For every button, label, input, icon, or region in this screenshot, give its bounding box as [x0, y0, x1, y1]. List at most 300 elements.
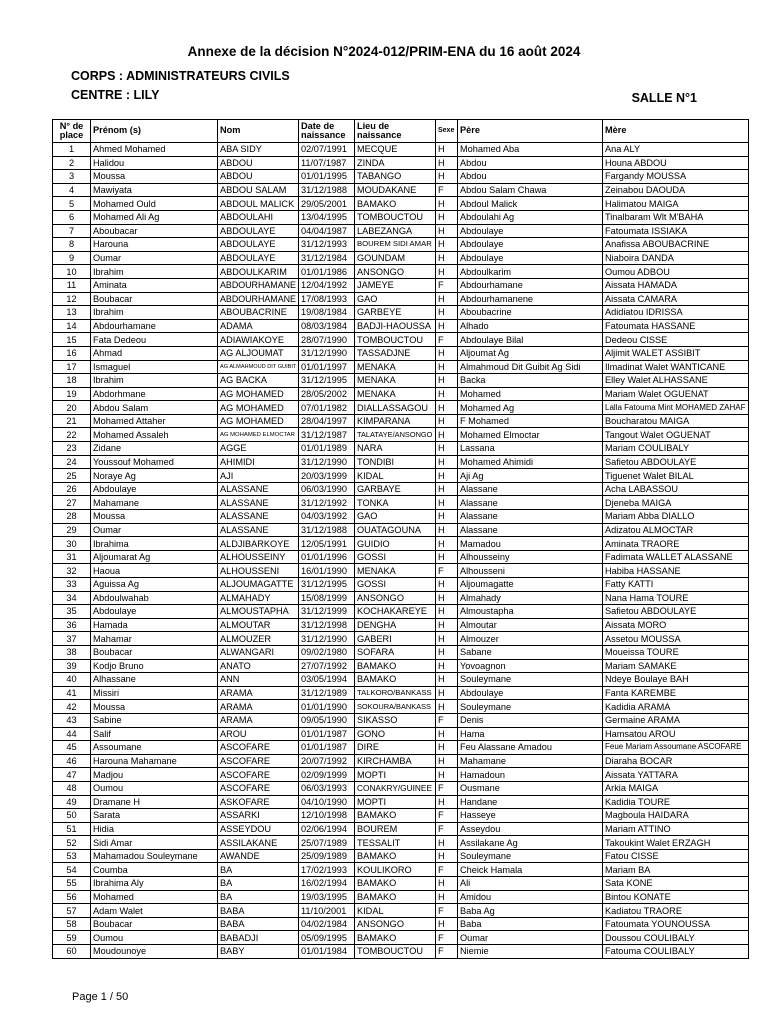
- cell-date-naissance: 04/04/1987: [299, 224, 355, 238]
- table-row: [53, 659, 749, 673]
- cell-sexe: H: [436, 768, 458, 782]
- cell-nom: BABA: [218, 904, 299, 918]
- cell-date-naissance: 17/02/1993: [299, 863, 355, 877]
- cell-prenom: Mohamed Ould: [91, 197, 218, 211]
- cell-lieu-naissance: BAMAKO: [355, 659, 436, 673]
- cell-nom: ALMOUZER: [218, 632, 299, 646]
- cell-mere: Niaboira DANDA: [603, 251, 749, 265]
- cell-lieu-naissance: BAMAKO: [355, 197, 436, 211]
- cell-lieu-naissance: ZINDA: [355, 156, 436, 170]
- cell-lieu-naissance: ANSONGO: [355, 591, 436, 605]
- cell-sexe: H: [436, 659, 458, 673]
- cell-pere: Hama: [458, 727, 603, 741]
- cell-prenom: Abdoulaye: [91, 482, 218, 496]
- cell-lieu-naissance: SOFARA: [355, 645, 436, 659]
- cell-date-naissance: 02/07/1991: [299, 143, 355, 157]
- cell-mere: Safietou ABDOULAYE: [603, 455, 749, 469]
- cell-mere: Fargandy MOUSSA: [603, 170, 749, 184]
- page-number: Page 1 / 50: [72, 991, 129, 1003]
- cell-date-naissance: 15/08/1999: [299, 591, 355, 605]
- cell-nom: ALASSANE: [218, 523, 299, 537]
- cell-pere: Almoustapha: [458, 605, 603, 619]
- cell-prenom: Abdourhamane: [91, 319, 218, 333]
- cell-pere: Denis: [458, 713, 603, 727]
- cell-place: 26: [53, 482, 91, 496]
- cell-date-naissance: 06/03/1990: [299, 482, 355, 496]
- table-row: [53, 238, 749, 252]
- cell-lieu-naissance: CONAKRY/GUINEE: [355, 781, 436, 795]
- cell-date-naissance: 12/04/1992: [299, 278, 355, 292]
- cell-place: 31: [53, 550, 91, 564]
- cell-prenom: Halidou: [91, 156, 218, 170]
- table-row: [53, 387, 749, 401]
- cell-prenom: Ibrahim: [91, 306, 218, 320]
- cell-prenom: Mawiyata: [91, 183, 218, 197]
- table-row: [53, 727, 749, 741]
- table-row: [53, 401, 749, 415]
- table-body: [53, 143, 749, 959]
- cell-lieu-naissance: MENAKA: [355, 360, 436, 374]
- cell-pere: Abdou Salam Chawa: [458, 183, 603, 197]
- cell-sexe: H: [436, 170, 458, 184]
- cell-lieu-naissance: TONKA: [355, 496, 436, 510]
- table-row: [53, 700, 749, 714]
- cell-mere: Anafissa ABOUBACRINE: [603, 238, 749, 252]
- cell-date-naissance: 04/02/1984: [299, 917, 355, 931]
- table-row: [53, 754, 749, 768]
- cell-lieu-naissance: BADJI-HAOUSSA: [355, 319, 436, 333]
- cell-prenom: Mahamane: [91, 496, 218, 510]
- cell-pere: Mohamed Ag: [458, 401, 603, 415]
- cell-sexe: H: [436, 306, 458, 320]
- cell-pere: Alassane: [458, 496, 603, 510]
- cell-lieu-naissance: TALKORO/BANKASS: [355, 686, 436, 700]
- cell-nom: AG MOHAMED: [218, 401, 299, 415]
- cell-sexe: H: [436, 292, 458, 306]
- cell-lieu-naissance: JAMEYE: [355, 278, 436, 292]
- cell-mere: Arkia MAIGA: [603, 781, 749, 795]
- cell-prenom: Moussa: [91, 700, 218, 714]
- cell-lieu-naissance: BAMAKO: [355, 890, 436, 904]
- col-header-date: Date de naissance: [299, 120, 355, 143]
- cell-pere: Alhousseni: [458, 564, 603, 578]
- cell-pere: Ousmane: [458, 781, 603, 795]
- cell-mere: Assetou MOUSSA: [603, 632, 749, 646]
- cell-date-naissance: 31/12/1990: [299, 346, 355, 360]
- cell-place: 23: [53, 442, 91, 456]
- table-row: [53, 496, 749, 510]
- cell-date-naissance: 31/12/1984: [299, 251, 355, 265]
- table-row: [53, 741, 749, 755]
- cell-prenom: Noraye Ag: [91, 469, 218, 483]
- cell-place: 10: [53, 265, 91, 279]
- cell-pere: Mohamed: [458, 387, 603, 401]
- cell-date-naissance: 06/03/1993: [299, 781, 355, 795]
- cell-date-naissance: 01/01/1995: [299, 170, 355, 184]
- cell-date-naissance: 31/12/1999: [299, 605, 355, 619]
- cell-sexe: H: [436, 591, 458, 605]
- cell-lieu-naissance: MECQUE: [355, 143, 436, 157]
- cell-mere: Kadidia TOURE: [603, 795, 749, 809]
- cell-pere: Niemie: [458, 945, 603, 959]
- cell-place: 13: [53, 306, 91, 320]
- cell-pere: Alassane: [458, 510, 603, 524]
- col-header-sexe: Sexe: [436, 120, 458, 143]
- cell-prenom: Dramane H: [91, 795, 218, 809]
- cell-prenom: Ibrahim: [91, 265, 218, 279]
- cell-date-naissance: 19/08/1984: [299, 306, 355, 320]
- cell-prenom: Ibrahima Aly: [91, 877, 218, 891]
- cell-prenom: Kodjo Bruno: [91, 659, 218, 673]
- cell-pere: Hamadoun: [458, 768, 603, 782]
- cell-prenom: Fata Dedeou: [91, 333, 218, 347]
- cell-place: 24: [53, 455, 91, 469]
- cell-date-naissance: 25/09/1989: [299, 849, 355, 863]
- cell-pere: Handane: [458, 795, 603, 809]
- cell-prenom: Madjou: [91, 768, 218, 782]
- table-row: [53, 428, 749, 442]
- cell-mere: Ndeye Boulaye BAH: [603, 673, 749, 687]
- cell-prenom: Ahmed Mohamed: [91, 143, 218, 157]
- cell-sexe: H: [436, 346, 458, 360]
- cell-place: 11: [53, 278, 91, 292]
- cell-date-naissance: 20/07/1992: [299, 754, 355, 768]
- cell-pere: Mohamed Ahimidi: [458, 455, 603, 469]
- cell-place: 30: [53, 537, 91, 551]
- cell-place: 32: [53, 564, 91, 578]
- table-row: [53, 292, 749, 306]
- cell-pere: Aboubacrine: [458, 306, 603, 320]
- cell-prenom: Harouna Mahamane: [91, 754, 218, 768]
- cell-lieu-naissance: MOUDAKANE: [355, 183, 436, 197]
- cell-pere: Abdoulkarim: [458, 265, 603, 279]
- cell-date-naissance: 02/06/1994: [299, 822, 355, 836]
- cell-place: 16: [53, 346, 91, 360]
- cell-sexe: H: [436, 605, 458, 619]
- cell-date-naissance: 31/12/1990: [299, 455, 355, 469]
- cell-mere: Fatoumata HASSANE: [603, 319, 749, 333]
- cell-nom: ALASSANE: [218, 510, 299, 524]
- cell-date-naissance: 04/10/1990: [299, 795, 355, 809]
- cell-lieu-naissance: ANSONGO: [355, 265, 436, 279]
- cell-mere: Diaraha BOCAR: [603, 754, 749, 768]
- cell-place: 14: [53, 319, 91, 333]
- cell-lieu-naissance: GARBAYE: [355, 482, 436, 496]
- cell-pere: Abdourhamane: [458, 278, 603, 292]
- cell-lieu-naissance: KIRCHAMBA: [355, 754, 436, 768]
- cell-prenom: Boubacar: [91, 917, 218, 931]
- table-row: [53, 931, 749, 945]
- cell-mere: Aissata YATTARA: [603, 768, 749, 782]
- cell-pere: Alhousseiny: [458, 550, 603, 564]
- table-row: [53, 550, 749, 564]
- cell-mere: Fadimata WALLET ALASSANE: [603, 550, 749, 564]
- cell-date-naissance: 29/05/2001: [299, 197, 355, 211]
- cell-mere: Aminata TRAORE: [603, 537, 749, 551]
- cell-prenom: Moussa: [91, 510, 218, 524]
- cell-nom: AG BACKA: [218, 374, 299, 388]
- cell-date-naissance: 13/04/1995: [299, 210, 355, 224]
- table-row: [53, 836, 749, 850]
- cell-nom: ASSEYDOU: [218, 822, 299, 836]
- cell-place: 51: [53, 822, 91, 836]
- cell-prenom: Zidane: [91, 442, 218, 456]
- cell-place: 34: [53, 591, 91, 605]
- cell-nom: ABDOULAYE: [218, 224, 299, 238]
- cell-nom: ABDOUL MALICK: [218, 197, 299, 211]
- cell-sexe: F: [436, 945, 458, 959]
- cell-date-naissance: 07/01/1982: [299, 401, 355, 415]
- cell-sexe: H: [436, 387, 458, 401]
- cell-mere: Doussou COULIBALY: [603, 931, 749, 945]
- cell-nom: ARAMA: [218, 713, 299, 727]
- table-row: [53, 591, 749, 605]
- candidates-table: [52, 119, 749, 959]
- cell-mere: Aljimit WALET ASSIBIT: [603, 346, 749, 360]
- cell-place: 40: [53, 673, 91, 687]
- table-row: [53, 414, 749, 428]
- cell-place: 59: [53, 931, 91, 945]
- cell-place: 41: [53, 686, 91, 700]
- cell-sexe: H: [436, 469, 458, 483]
- cell-nom: BA: [218, 863, 299, 877]
- cell-place: 19: [53, 387, 91, 401]
- cell-sexe: F: [436, 713, 458, 727]
- cell-mere: Tangout Walet OGUENAT: [603, 428, 749, 442]
- cell-pere: Aljoumagatte: [458, 578, 603, 592]
- cell-place: 38: [53, 645, 91, 659]
- table-row: [53, 306, 749, 320]
- cell-pere: Backa: [458, 374, 603, 388]
- cell-date-naissance: 04/03/1992: [299, 510, 355, 524]
- cell-date-naissance: 27/07/1992: [299, 659, 355, 673]
- cell-sexe: H: [436, 727, 458, 741]
- table-row: [53, 469, 749, 483]
- cell-place: 27: [53, 496, 91, 510]
- cell-pere: Yovoagnon: [458, 659, 603, 673]
- cell-place: 46: [53, 754, 91, 768]
- col-header-prenom: Prénom (s): [91, 120, 218, 143]
- corps-heading: CORPS : ADMINISTRATEURS CIVILS: [71, 69, 290, 83]
- cell-prenom: Abdoulaye: [91, 605, 218, 619]
- cell-pere: Abdou: [458, 156, 603, 170]
- cell-prenom: Ibrahima: [91, 537, 218, 551]
- table-row: [53, 795, 749, 809]
- cell-sexe: H: [436, 210, 458, 224]
- cell-place: 55: [53, 877, 91, 891]
- cell-place: 20: [53, 401, 91, 415]
- cell-prenom: Mahamadou Souleymane: [91, 849, 218, 863]
- cell-date-naissance: 31/12/1988: [299, 183, 355, 197]
- cell-mere: Tinalbaram Wlt M'BAHA: [603, 210, 749, 224]
- cell-lieu-naissance: KIDAL: [355, 469, 436, 483]
- cell-lieu-naissance: GUIDIO: [355, 537, 436, 551]
- cell-date-naissance: 28/07/1990: [299, 333, 355, 347]
- cell-pere: Asseydou: [458, 822, 603, 836]
- cell-nom: ARAMA: [218, 700, 299, 714]
- cell-sexe: H: [436, 455, 458, 469]
- cell-nom: ASKOFARE: [218, 795, 299, 809]
- cell-prenom: Oumar: [91, 523, 218, 537]
- cell-nom: BA: [218, 890, 299, 904]
- cell-sexe: H: [436, 618, 458, 632]
- cell-nom: AROU: [218, 727, 299, 741]
- cell-pere: Souleymane: [458, 673, 603, 687]
- cell-pere: Aji Ag: [458, 469, 603, 483]
- cell-sexe: H: [436, 143, 458, 157]
- cell-sexe: H: [436, 428, 458, 442]
- cell-mere: Acha LABASSOU: [603, 482, 749, 496]
- cell-date-naissance: 31/12/1989: [299, 686, 355, 700]
- cell-lieu-naissance: BAMAKO: [355, 673, 436, 687]
- table-row: [53, 346, 749, 360]
- cell-nom: ADIAWIAKOYE: [218, 333, 299, 347]
- cell-mere: Fatou CISSE: [603, 849, 749, 863]
- cell-lieu-naissance: KOULIKORO: [355, 863, 436, 877]
- cell-sexe: H: [436, 523, 458, 537]
- cell-lieu-naissance: TONDIBI: [355, 455, 436, 469]
- cell-place: 9: [53, 251, 91, 265]
- table-row: [53, 156, 749, 170]
- cell-sexe: H: [436, 156, 458, 170]
- cell-date-naissance: 12/10/1998: [299, 809, 355, 823]
- cell-pere: Abdoulaye: [458, 686, 603, 700]
- table-row: [53, 523, 749, 537]
- cell-mere: Oumou ADBOU: [603, 265, 749, 279]
- cell-place: 57: [53, 904, 91, 918]
- cell-nom: ABDOURHAMANE: [218, 278, 299, 292]
- cell-date-naissance: 01/01/1990: [299, 700, 355, 714]
- cell-place: 15: [53, 333, 91, 347]
- table-row: [53, 170, 749, 184]
- cell-place: 17: [53, 360, 91, 374]
- cell-nom: ASSILAKANE: [218, 836, 299, 850]
- cell-pere: Lassana: [458, 442, 603, 456]
- cell-prenom: Sidi Amar: [91, 836, 218, 850]
- cell-mere: Germaine ARAMA: [603, 713, 749, 727]
- cell-lieu-naissance: ANSONGO: [355, 917, 436, 931]
- cell-mere: Mariam BA: [603, 863, 749, 877]
- cell-sexe: F: [436, 809, 458, 823]
- cell-nom: ADAMA: [218, 319, 299, 333]
- cell-sexe: H: [436, 414, 458, 428]
- cell-prenom: Hamada: [91, 618, 218, 632]
- cell-place: 35: [53, 605, 91, 619]
- table-row: [53, 510, 749, 524]
- cell-mere: Habiba HASSANE: [603, 564, 749, 578]
- cell-pere: Sabane: [458, 645, 603, 659]
- cell-lieu-naissance: BAMAKO: [355, 809, 436, 823]
- cell-lieu-naissance: BAMAKO: [355, 877, 436, 891]
- cell-place: 54: [53, 863, 91, 877]
- table-row: [53, 360, 749, 374]
- cell-nom: ABDOU: [218, 170, 299, 184]
- cell-nom: ABDOURHAMANE: [218, 292, 299, 306]
- cell-date-naissance: 31/12/1988: [299, 523, 355, 537]
- cell-nom: ABDOULAHI: [218, 210, 299, 224]
- cell-lieu-naissance: KOCHAKAREYE: [355, 605, 436, 619]
- cell-nom: AG MOHAMED: [218, 414, 299, 428]
- col-header-pere: Père: [458, 120, 603, 143]
- cell-date-naissance: 31/12/1995: [299, 578, 355, 592]
- cell-place: 52: [53, 836, 91, 850]
- cell-pere: Assilakane Ag: [458, 836, 603, 850]
- cell-place: 42: [53, 700, 91, 714]
- cell-mere: Moueissa TOURE: [603, 645, 749, 659]
- cell-nom: ASCOFARE: [218, 768, 299, 782]
- cell-sexe: F: [436, 863, 458, 877]
- cell-place: 39: [53, 659, 91, 673]
- cell-mere: Tiguenet Walet BILAL: [603, 469, 749, 483]
- table-row: [53, 442, 749, 456]
- cell-date-naissance: 25/07/1989: [299, 836, 355, 850]
- cell-sexe: H: [436, 836, 458, 850]
- cell-prenom: Abdou Salam: [91, 401, 218, 415]
- cell-nom: ASCOFARE: [218, 781, 299, 795]
- cell-pere: Abdoulaye Bilal: [458, 333, 603, 347]
- cell-place: 36: [53, 618, 91, 632]
- cell-sexe: H: [436, 224, 458, 238]
- cell-lieu-naissance: MENAKA: [355, 387, 436, 401]
- cell-mere: Fatoumata YOUNOUSSA: [603, 917, 749, 931]
- cell-place: 48: [53, 781, 91, 795]
- document-title: Annexe de la décision N°2024-012/PRIM-ENA du 16 août 2024: [187, 44, 581, 59]
- cell-pere: Almouzer: [458, 632, 603, 646]
- cell-date-naissance: 31/12/1993: [299, 238, 355, 252]
- cell-lieu-naissance: KIDAL: [355, 904, 436, 918]
- cell-lieu-naissance: MENAKA: [355, 374, 436, 388]
- cell-pere: Aljoumat Ag: [458, 346, 603, 360]
- cell-pere: Cheick Hamala: [458, 863, 603, 877]
- cell-nom: ALASSANE: [218, 496, 299, 510]
- cell-place: 5: [53, 197, 91, 211]
- cell-prenom: Oumar: [91, 251, 218, 265]
- cell-sexe: F: [436, 781, 458, 795]
- cell-prenom: Salif: [91, 727, 218, 741]
- cell-lieu-naissance: BOUREM SIDI AMAR: [355, 238, 436, 252]
- cell-place: 8: [53, 238, 91, 252]
- cell-lieu-naissance: GAO: [355, 292, 436, 306]
- cell-sexe: H: [436, 496, 458, 510]
- cell-pere: Abdoulaye: [458, 251, 603, 265]
- cell-lieu-naissance: BAMAKO: [355, 849, 436, 863]
- cell-place: 25: [53, 469, 91, 483]
- cell-prenom: Moussa: [91, 170, 218, 184]
- cell-nom: ABDOULAYE: [218, 238, 299, 252]
- cell-pere: Mohamed Elmoctar: [458, 428, 603, 442]
- cell-lieu-naissance: GOSSI: [355, 578, 436, 592]
- cell-mere: Adidiatou IDRISSA: [603, 306, 749, 320]
- cell-mere: Hamsatou AROU: [603, 727, 749, 741]
- table-row: [53, 197, 749, 211]
- table-row: [53, 890, 749, 904]
- cell-date-naissance: 31/12/1987: [299, 428, 355, 442]
- cell-pere: Abdou: [458, 170, 603, 184]
- cell-mere: Dedeou CISSE: [603, 333, 749, 347]
- cell-place: 44: [53, 727, 91, 741]
- cell-lieu-naissance: GOUNDAM: [355, 251, 436, 265]
- cell-place: 22: [53, 428, 91, 442]
- cell-sexe: H: [436, 537, 458, 551]
- cell-mere: Elley Walet ALHASSANE: [603, 374, 749, 388]
- cell-lieu-naissance: MOPTI: [355, 768, 436, 782]
- cell-place: 4: [53, 183, 91, 197]
- cell-prenom: Ismaguel: [91, 360, 218, 374]
- cell-mere: Lalla Fatouma Mint MOHAMED ZAHAF: [603, 401, 749, 415]
- cell-date-naissance: 20/03/1999: [299, 469, 355, 483]
- cell-lieu-naissance: TABANGO: [355, 170, 436, 184]
- cell-mere: Mariam COULIBALY: [603, 442, 749, 456]
